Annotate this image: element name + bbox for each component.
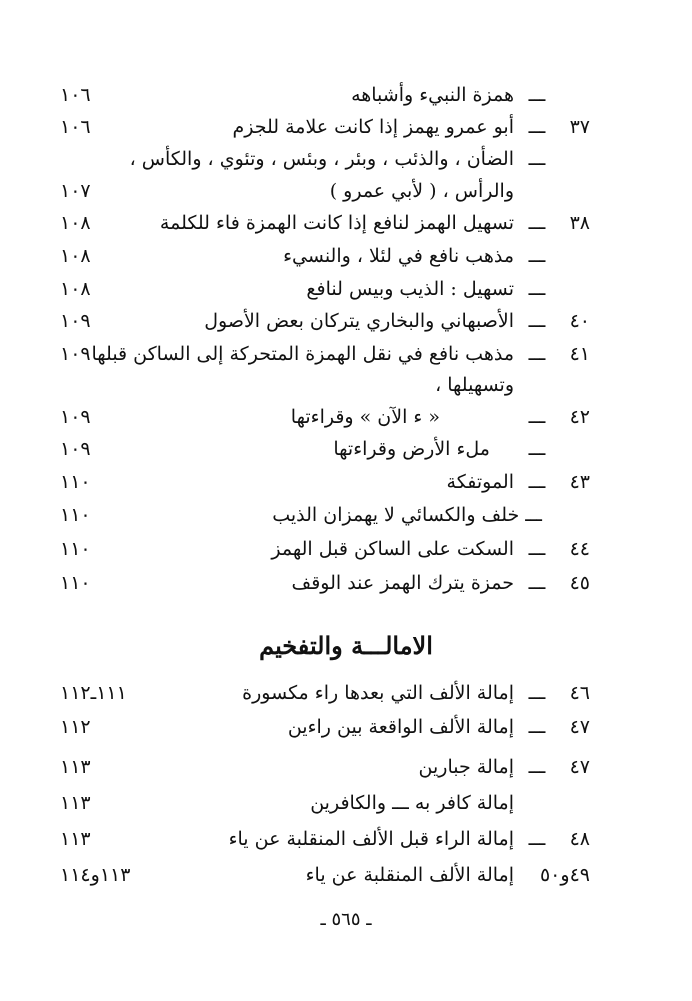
entry-page: ١٠٦	[60, 116, 91, 138]
entry-title: مذهب نافع في نقل الهمزة المتحركة إلى الساكن قبلها	[91, 343, 514, 365]
entry-dash: ـــ	[528, 716, 546, 738]
entry-number: ٣٧	[569, 116, 590, 138]
entry-number: ٤١	[569, 343, 590, 365]
entry-title: « ء الآن » وقراءتها	[290, 406, 440, 428]
entry-page: ١٠٩	[60, 406, 91, 428]
section-heading: الامالـــة والتفخيم	[259, 631, 433, 660]
entry-title: ملء الأرض وقراءتها	[333, 438, 490, 460]
entry-page: ١٠٨	[60, 278, 91, 300]
index-entry	[60, 306, 590, 336]
entry-number: ٤٧	[569, 716, 590, 738]
page-number: ـ ٥٦٥ ـ	[320, 909, 372, 930]
index-entry	[60, 339, 590, 369]
index-entry	[60, 860, 590, 890]
entry-title: الضأن ، والذئب ، وبئر ، وبئس ، وتئوي ، والكأس ،	[129, 148, 514, 170]
index-entry	[60, 112, 590, 142]
index-entry-continuation	[60, 176, 590, 206]
index-entry	[60, 402, 590, 432]
entry-dash: ـــ	[528, 756, 546, 778]
entry-page: ١١٣و١١٤	[60, 864, 131, 886]
entry-title: وتسهيلها ،	[435, 374, 514, 396]
index-entry	[60, 824, 590, 854]
entry-number: ٤٤	[569, 538, 590, 560]
entry-page: ١٠٦	[60, 84, 91, 106]
index-entry	[60, 678, 590, 708]
index-entry	[60, 80, 590, 110]
entry-number: ٤٦	[569, 682, 590, 704]
entry-dash: ـــ	[528, 471, 546, 493]
index-entry	[60, 500, 590, 530]
entry-title: تسهيل : الذيب وبيس لنافع	[306, 278, 514, 300]
index-entry-continuation	[60, 370, 590, 400]
entry-dash: ـــ	[528, 148, 546, 170]
entry-page: ١١٣	[60, 756, 91, 778]
entry-dash: ـــ	[528, 84, 546, 106]
entry-dash: ـــ	[528, 310, 546, 332]
entry-page: ١٠٩	[60, 438, 91, 460]
entry-page: ١١١ـ١١٢	[60, 682, 127, 704]
entry-number: ٤٩و٥٠	[539, 864, 590, 886]
entry-number: ٤٣	[569, 471, 590, 493]
entry-page: ١١٠	[60, 572, 91, 594]
entry-dash: ـــ	[528, 538, 546, 560]
index-entry	[60, 568, 590, 598]
entry-page: ١١٠	[60, 504, 91, 526]
index-entry	[60, 534, 590, 564]
entry-title: أبو عمرو يهمز إذا كانت علامة للجزم	[232, 116, 514, 138]
entry-number: ٤٨	[569, 828, 590, 850]
entry-title: الأصبهاني والبخاري يتركان بعض الأصول	[204, 310, 514, 332]
index-entry	[60, 788, 590, 818]
entry-dash: ـــ	[528, 682, 546, 704]
entry-page: ١٠٩	[60, 343, 91, 365]
entry-number: ٤٧	[569, 756, 590, 778]
entry-number: ٣٨	[569, 212, 590, 234]
entry-title: إمالة الراء قبل الألف المنقلبة عن ياء	[228, 828, 514, 850]
entry-page: ١١٣	[60, 828, 91, 850]
entry-title: إمالة الألف الواقعة بين راءين	[287, 716, 514, 738]
entry-page: ١١٠	[60, 471, 91, 493]
entry-dash: ـــ	[528, 212, 546, 234]
entry-page: ١٠٨	[60, 212, 91, 234]
entry-title: الموتفكة	[446, 471, 514, 493]
entry-page: ١١٢	[60, 716, 91, 738]
entry-title: حمزة يترك الهمز عند الوقف	[291, 572, 514, 594]
entry-number: ٤٠	[569, 310, 590, 332]
entry-dash: ـــ	[528, 406, 546, 428]
index-entry	[60, 274, 590, 304]
entry-number: ٤٢	[569, 406, 590, 428]
index-entry	[60, 208, 590, 238]
index-entry	[60, 144, 590, 174]
entry-page: ١١٠	[60, 538, 91, 560]
entry-dash: ـــ	[528, 438, 546, 460]
index-entry	[60, 752, 590, 782]
entry-title: إمالة كافر به ـــ والكافرين	[310, 792, 514, 814]
entry-title: السكت على الساكن قبل الهمز	[271, 538, 514, 560]
entry-title: إمالة الألف التي بعدها راء مكسورة	[242, 682, 514, 704]
entry-page: ١٠٧	[60, 180, 91, 202]
entry-page: ١٠٩	[60, 310, 91, 332]
index-entry	[60, 434, 590, 464]
entry-dash: ـــ	[528, 245, 546, 267]
entry-title: همزة النبيء وأشباهه	[351, 84, 514, 106]
entry-title: مذهب نافع في لئلا ، والنسيء	[283, 245, 514, 267]
entry-title: إمالة الألف المنقلبة عن ياء	[305, 864, 514, 886]
entry-dash: ـــ	[528, 278, 546, 300]
index-entry	[60, 467, 590, 497]
index-entry	[60, 241, 590, 271]
entry-page: ١١٣	[60, 792, 91, 814]
entry-dash: ـــ	[528, 116, 546, 138]
entry-dash: ـــ	[528, 828, 546, 850]
entry-number: ٤٥	[569, 572, 590, 594]
entry-title: ـــ خلف والكسائي لا يهمزان الذيب	[272, 504, 542, 526]
entry-dash: ـــ	[528, 572, 546, 594]
index-entry	[60, 712, 590, 742]
entry-title: والرأس ، ( لأبي عمرو )	[329, 180, 514, 202]
entry-dash: ـــ	[528, 343, 546, 365]
entry-page: ١٠٨	[60, 245, 91, 267]
entry-title: إمالة جبارين	[418, 756, 514, 778]
entry-title: تسهيل الهمز لنافع إذا كانت الهمزة فاء للكلمة	[159, 212, 514, 234]
